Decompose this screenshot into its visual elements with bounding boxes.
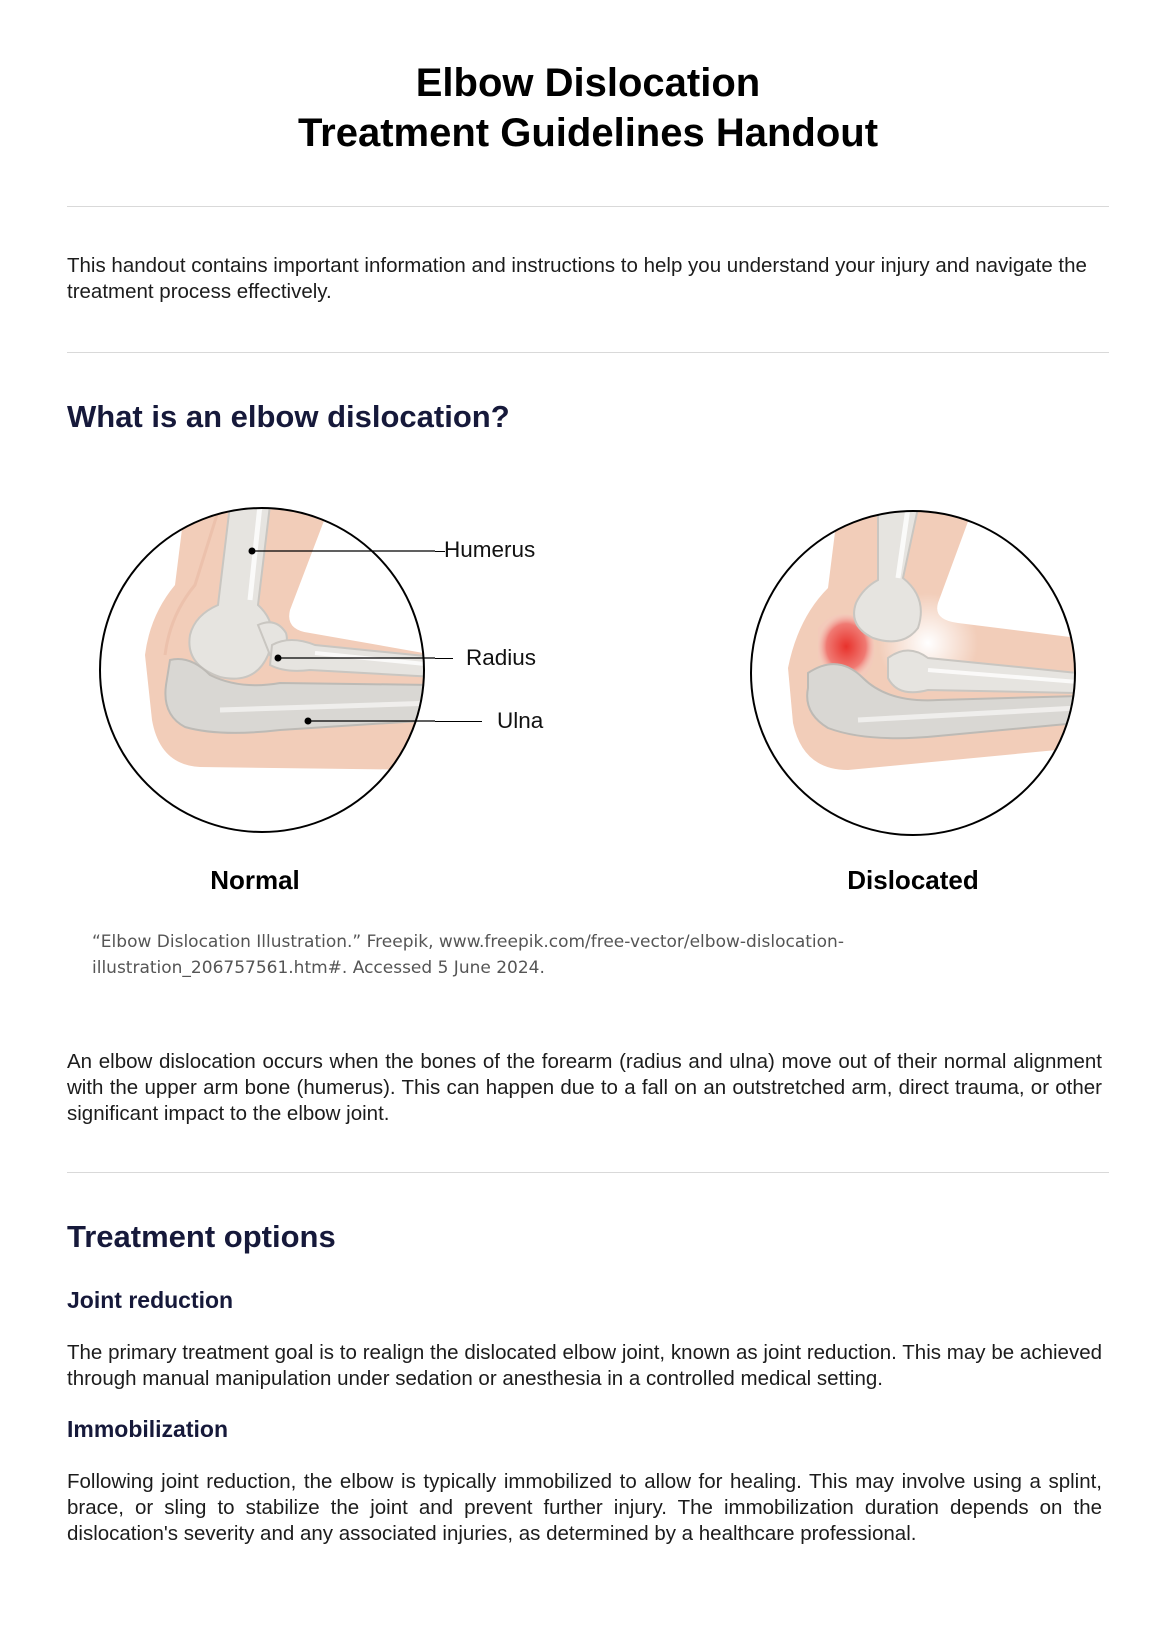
dislocated-elbow-illustration bbox=[748, 508, 1078, 838]
label-humerus: Humerus bbox=[444, 537, 536, 562]
subheading-immobilization: Immobilization bbox=[67, 1416, 228, 1442]
section-heading-what: What is an elbow dislocation? bbox=[67, 399, 510, 434]
section-heading-treatment: Treatment options bbox=[67, 1219, 336, 1254]
joint-reduction-paragraph: The primary treatment goal is to realign the dislocated elbow joint, known as joint reduction. This may be achieved through manual manipulation under sedation or anesthesia in a controlled medical setting. bbox=[67, 1341, 1102, 1390]
normal-elbow-illustration bbox=[90, 505, 435, 835]
image-citation: “Elbow Dislocation Illustration.” Freepik, www.freepik.com/free-vector/elbow-dislocation-illustration_206757561.htm#. Accessed 5 June 2024. bbox=[92, 932, 844, 978]
label-ulna: Ulna bbox=[497, 708, 544, 733]
immobilization-paragraph: Following joint reduction, the elbow is typically immobilized to allow for healing. This may involve using a splint, brace, or sling to stabilize the joint and prevent further injury. The immobilization duration depends on the dislocation's severity and any associated injuries, as determined by a healthcare professional. bbox=[67, 1470, 1102, 1545]
divider bbox=[67, 206, 1109, 207]
title-line-1: Elbow Dislocation bbox=[415, 61, 761, 105]
ulna-leader bbox=[435, 721, 482, 722]
radius-leader bbox=[435, 658, 453, 659]
page-title bbox=[0, 58, 1176, 158]
caption-dislocated: Dislocated bbox=[847, 865, 979, 895]
dislocated-elbow-svg bbox=[748, 508, 1078, 838]
label-radius: Radius bbox=[466, 645, 537, 670]
divider bbox=[67, 352, 1109, 353]
intro-paragraph: This handout contains important information and instructions to help you understand your injury and navigate the treatment process effectively. bbox=[67, 254, 1087, 303]
title-line-2: Treatment Guidelines Handout bbox=[297, 111, 879, 155]
dislocation-paragraph: An elbow dislocation occurs when the bones of the forearm (radius and ulna) move out of their normal alignment with the upper arm bone (humerus). This can happen due to a fall on an outstretched arm, direct trauma, or other significant impact to the elbow joint. bbox=[67, 1050, 1102, 1125]
divider bbox=[67, 1172, 1109, 1173]
normal-elbow-svg bbox=[90, 505, 435, 835]
caption-normal: Normal bbox=[210, 865, 300, 895]
subheading-joint-reduction: Joint reduction bbox=[67, 1287, 234, 1313]
